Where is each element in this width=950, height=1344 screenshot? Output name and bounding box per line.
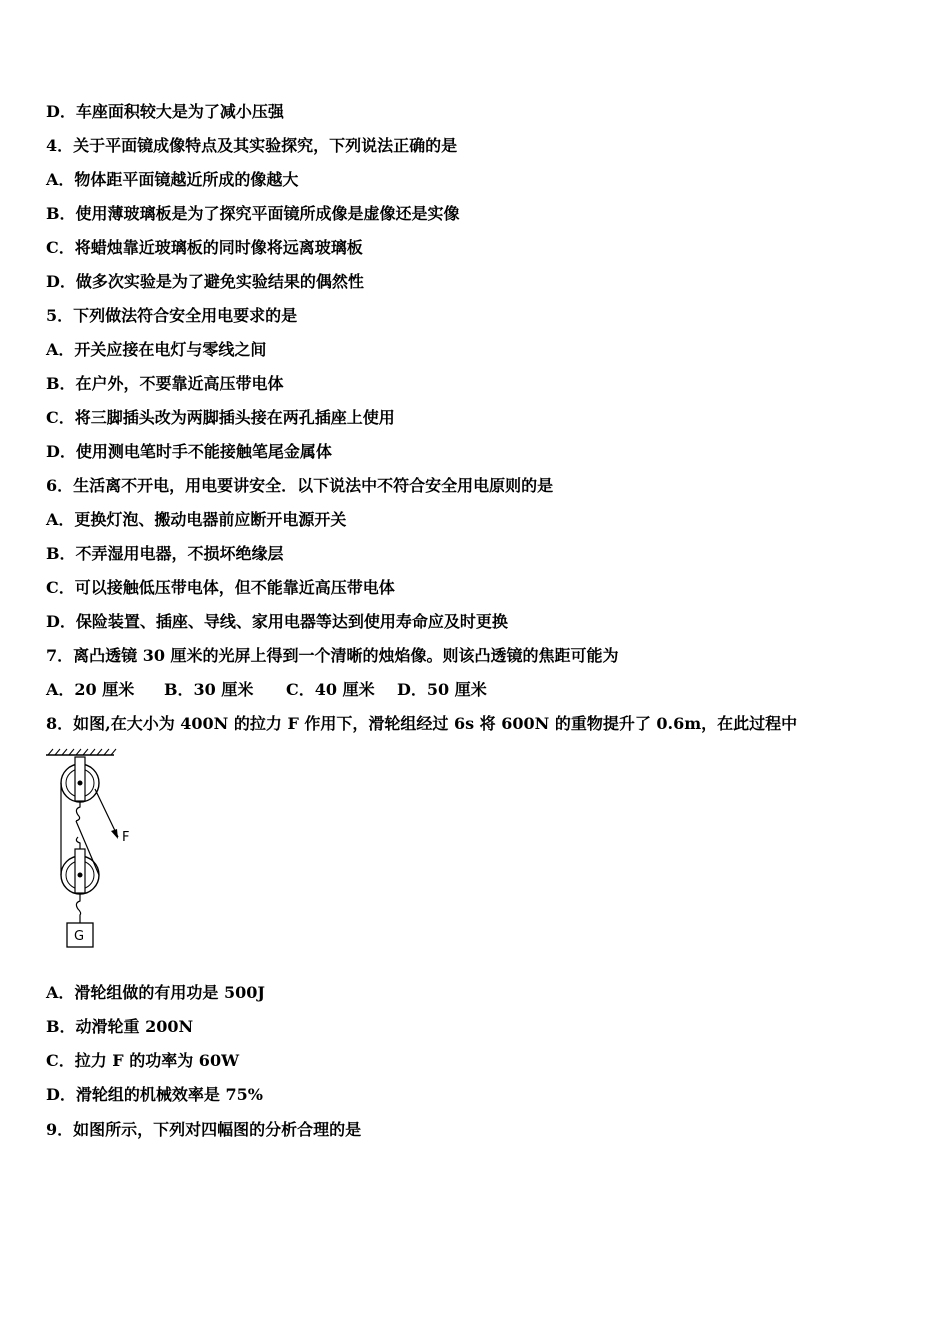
line-q4-a: A．物体距平面镜越近所成的像越大 [46, 170, 299, 189]
movable-pulley-axle [78, 873, 83, 878]
line-q8-b: B．动滑轮重 200N [46, 1017, 194, 1036]
weight-hook [76, 893, 80, 923]
q7-option-b: B．30 厘米 [164, 680, 254, 699]
line-q4-d: D．做多次实验是为了避免实验结果的偶然性 [46, 272, 364, 291]
movable-pulley-top-hook [76, 837, 80, 849]
line-q5-stem: 5．下列做法符合安全用电要求的是 [46, 306, 298, 325]
movable-pulley-frame [75, 849, 85, 893]
fixed-pulley-frame [75, 757, 85, 801]
line-q3-d: D．车座面积较大是为了减小压强 [46, 102, 284, 121]
line-q9-stem: 9．如图所示，下列对四幅图的分析合理的是 [46, 1120, 362, 1139]
q7-option-a: A．20 厘米 [46, 680, 135, 699]
force-label: F [122, 830, 130, 845]
line-q8-a: A．滑轮组做的有用功是 500J [46, 983, 265, 1002]
pulley-figure [40, 745, 140, 955]
force-arrow-head [111, 829, 118, 839]
line-q5-c: C．将三脚插头改为两脚插头接在两孔插座上使用 [46, 408, 395, 427]
line-q6-stem: 6．生活离不开电，用电要讲安全．以下说法中不符合安全用电原则的是 [46, 476, 554, 495]
line-q5-b: B．在户外，不要靠近高压带电体 [46, 374, 284, 393]
line-q4-b: B．使用薄玻璃板是为了探究平面镜所成像是虚像还是实像 [46, 204, 460, 223]
line-q8-c: C．拉力 F 的功率为 60W [46, 1051, 240, 1070]
ceiling-hatch [48, 749, 116, 755]
q7-option-c: C．40 厘米 [286, 680, 375, 699]
line-q5-d: D．使用测电笔时手不能接触笔尾金属体 [46, 442, 332, 461]
line-q7-stem: 7．离凸透镜 30 厘米的光屏上得到一个清晰的烛焰像。则该凸透镜的焦距可能为 [46, 646, 619, 665]
weight-label: G [74, 929, 85, 944]
line-q4-c: C．将蜡烛靠近玻璃板的同时像将远离玻璃板 [46, 238, 363, 257]
line-q6-b: B．不弄湿用电器，不损坏绝缘层 [46, 544, 284, 563]
line-q6-a: A．更换灯泡、搬动电器前应断开电源开关 [46, 510, 347, 529]
rope-pull [95, 789, 118, 837]
line-q8-d: D．滑轮组的机械效率是 75% [46, 1085, 263, 1104]
fixed-pulley-hook [76, 801, 80, 821]
line-q6-d: D．保险装置、插座、导线、家用电器等达到使用寿命应及时更换 [46, 612, 508, 631]
q7-options [46, 680, 487, 700]
line-q4-stem: 4．关于平面镜成像特点及其实验探究，下列说法正确的是 [46, 136, 458, 155]
line-q6-c: C．可以接触低压带电体，但不能靠近高压带电体 [46, 578, 395, 597]
pulley-diagram [40, 745, 140, 955]
fixed-pulley-axle [78, 781, 83, 786]
q7-option-d: D．50 厘米 [397, 680, 487, 699]
line-q8-stem: 8．如图,在大小为 400N 的拉力 F 作用下，滑轮组经过 6s 将 600N 的重物提升了 0.6m，在此过程中 [46, 714, 798, 733]
line-q5-a: A．开关应接在电灯与零线之间 [46, 340, 267, 359]
